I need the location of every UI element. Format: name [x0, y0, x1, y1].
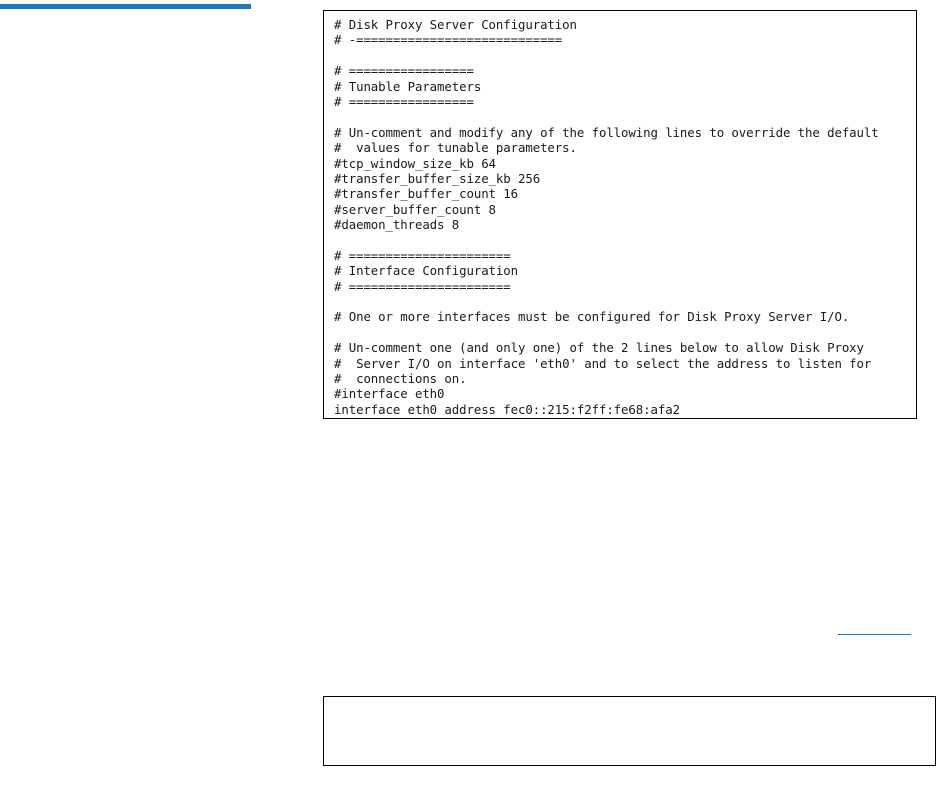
config-line: #tcp_window_size_kb 64	[334, 155, 496, 171]
config-line: # Un-comment one (and only one) of the 2 lines below to allow Disk Proxy	[334, 340, 864, 356]
config-line: # One or more interfaces must be configured for Disk Proxy Server I/O.	[334, 309, 850, 325]
config-line: #interface eth0	[334, 386, 445, 402]
config-line: #transfer_buffer_size_kb 256	[334, 170, 541, 186]
config-line: #daemon_threads 8	[334, 217, 460, 233]
config-line: # ======================	[334, 247, 511, 263]
cross-reference-link[interactable]	[838, 634, 911, 635]
header-accent-rule	[0, 4, 251, 9]
config-line: # Disk Proxy Server Configuration	[334, 17, 577, 32]
config-line: # Server I/O on interface 'eth0' and to select the address to listen for	[334, 355, 872, 371]
config-line: # =================	[334, 93, 474, 109]
config-line: # Un-comment and modify any of the following lines to override the default	[334, 124, 879, 140]
config-line: interface eth0 address fec0::215:f2ff:fe68:afa2	[334, 401, 680, 417]
config-line	[334, 48, 916, 63]
config-line: # -============================	[334, 32, 563, 48]
config-line: # values for tunable parameters.	[334, 140, 577, 156]
config-line	[334, 325, 916, 340]
config-line: # =================	[334, 63, 474, 79]
config-line: # Tunable Parameters	[334, 78, 482, 94]
config-line: # connections on.	[334, 370, 467, 386]
config-line	[334, 109, 916, 124]
config-line	[334, 294, 916, 309]
config-line	[334, 232, 916, 247]
config-file-listing	[323, 10, 917, 419]
config-line: #server_buffer_count 8	[334, 201, 496, 217]
empty-note-box	[323, 696, 936, 766]
config-line: # Interface Configuration	[334, 263, 518, 279]
config-line: #transfer_buffer_count 16	[334, 186, 518, 202]
config-line: # ======================	[334, 278, 511, 294]
